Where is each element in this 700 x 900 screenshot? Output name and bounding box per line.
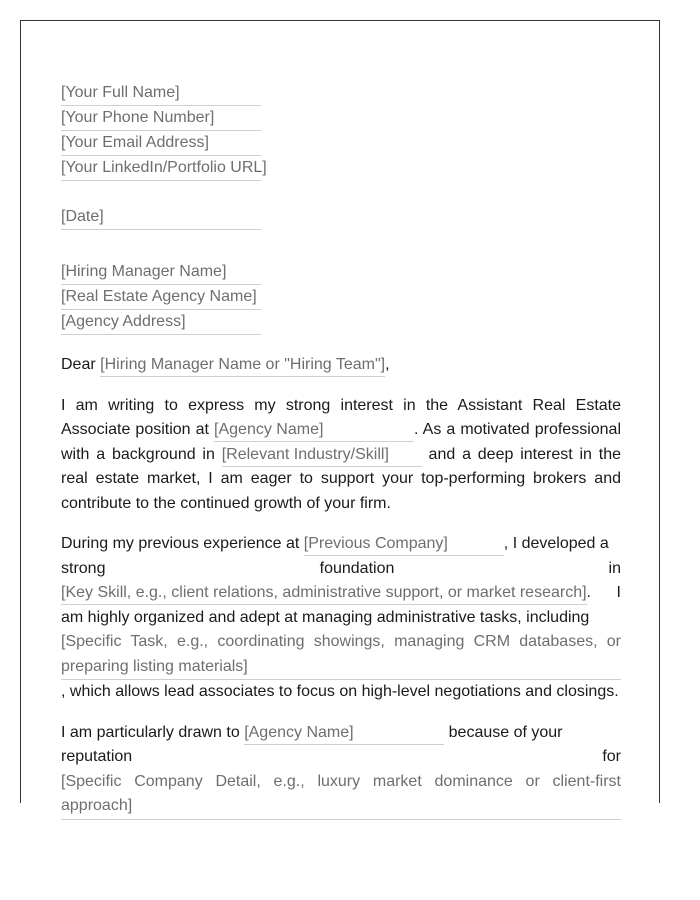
paragraph-2: [61, 532, 621, 705]
p2-spread-line: [61, 557, 621, 582]
recipient-agency-field[interactable]: [Real Estate Agency Name]: [61, 285, 261, 310]
p3-word-reputation: reputation: [61, 748, 133, 765]
recipient-manager-field[interactable]: [Hiring Manager Name]: [61, 260, 261, 285]
p3-company-detail-field[interactable]: [Specific Company Detail, e.g., luxury market dominance or client-first approach]: [61, 770, 621, 820]
p2-word-strong: strong: [61, 559, 106, 577]
p2-specific-task-field[interactable]: [Specific Task, e.g., coordinating showings, managing CRM databases, or preparing listing materials]: [61, 630, 621, 680]
p3-text-1: I am particularly drawn to: [61, 723, 240, 741]
p2-previous-company-field[interactable]: [Previous Company]: [304, 533, 504, 556]
p1-text-1: I am writing to express my strong interest in the Assistant Real Estate Associate position at: [61, 396, 621, 438]
p2-text-4: , which allows lead associates to focus on high-level negotiations and closings.: [61, 683, 619, 700]
p2-text-3: . I am highly organized and adept at managing administrative tasks, including: [61, 584, 621, 626]
p2-word-foundation: foundation: [319, 559, 395, 577]
salutation: [61, 353, 621, 378]
paragraph-1: [61, 394, 621, 517]
date-field[interactable]: [Date]: [61, 205, 261, 230]
sender-url-field[interactable]: [Your LinkedIn/Portfolio URL]: [61, 156, 261, 181]
salutation-prefix: Dear: [61, 356, 96, 373]
salutation-name-field[interactable]: [Hiring Manager Name or "Hiring Team"]: [100, 354, 385, 377]
p1-text-2: . As a motivated professional with a background in: [61, 421, 622, 463]
p2-text-2: , I developed a: [503, 535, 609, 552]
p3-agency-name-field[interactable]: [Agency Name]: [244, 722, 444, 745]
p2-key-skill-field[interactable]: [Key Skill, e.g., client relations, administrative support, or market research]: [61, 582, 587, 605]
paragraph-3: [61, 721, 621, 820]
p1-text-3: and a deep interest in the real estate market, I am eager to support your top-performing brokers and contribute to the continued growth of your firm.: [61, 445, 621, 512]
p3-text-2: because of your: [448, 723, 563, 741]
p2-word-in: in: [608, 559, 621, 577]
letter-content: [61, 81, 621, 820]
letter-page: [20, 20, 660, 814]
p2-text-1: During my previous experience at: [61, 535, 300, 552]
p1-agency-name-field[interactable]: [Agency Name]: [214, 419, 414, 442]
p3-spread-line: [61, 745, 621, 770]
p3-word-for: for: [602, 748, 621, 765]
p1-industry-field[interactable]: [Relevant Industry/Skill]: [222, 444, 422, 467]
recipient-address-field[interactable]: [Agency Address]: [61, 310, 261, 335]
salutation-suffix: ,: [385, 356, 390, 373]
sender-phone-field[interactable]: [Your Phone Number]: [61, 106, 261, 131]
sender-full-name-field[interactable]: [Your Full Name]: [61, 81, 261, 106]
sender-email-field[interactable]: [Your Email Address]: [61, 131, 261, 156]
